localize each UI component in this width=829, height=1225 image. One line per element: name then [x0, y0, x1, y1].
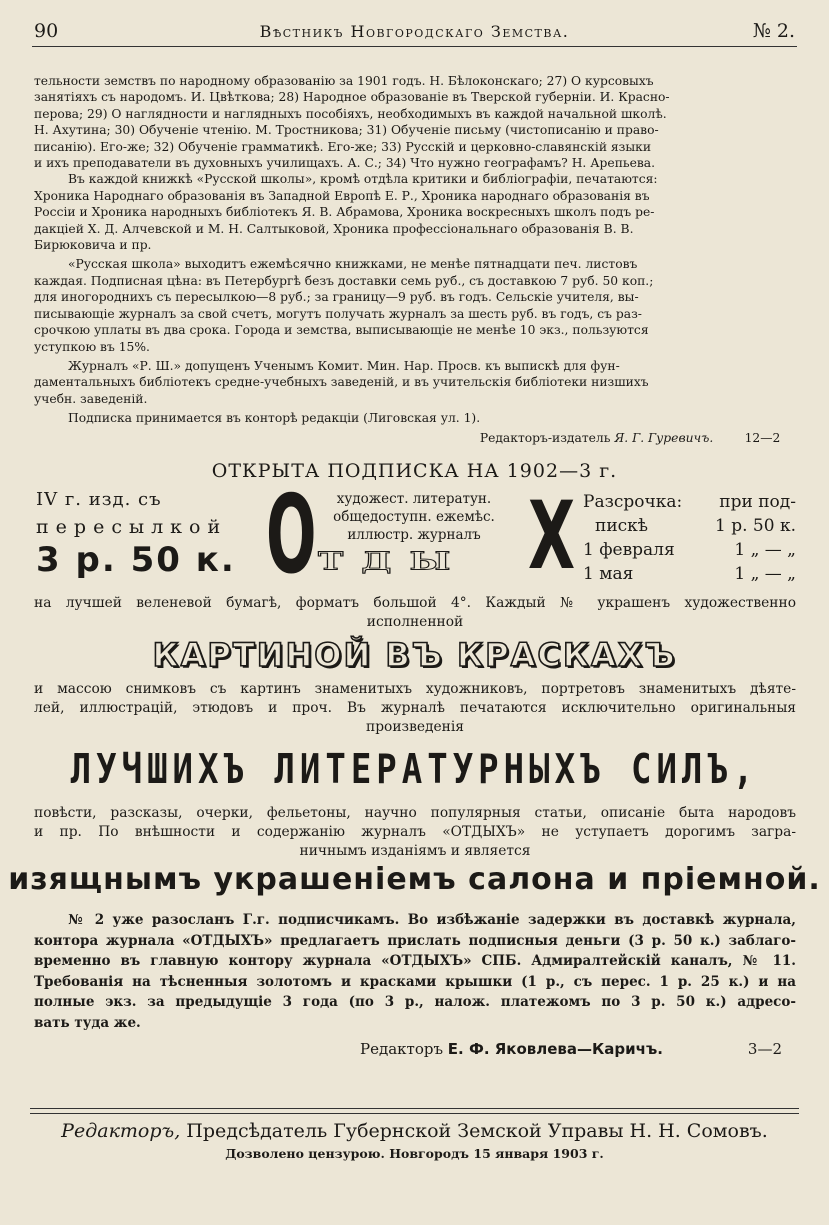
ad-luchshikh: ЛУЧШИХЪ ЛИТЕРАТУРНЫХЪ СИЛЪ, — [70, 746, 759, 794]
text-line: и ихъ преподаватели въ духовныхъ училищахъ. А. С.; 34) Что нужно географамъ? Н. Арепьева. — [34, 156, 656, 171]
installment-value: 1 р. 50 к. — [715, 516, 796, 536]
ad-editor-line — [360, 1040, 796, 1058]
ad-kartinoy: КАРТИНОЙ ВЪ КРАСКАХЪ — [152, 636, 677, 674]
installment-row — [583, 490, 796, 514]
text-line: уступкою въ 15%. — [34, 339, 150, 354]
text-line: Подписка принимается въ конторѣ редакціи (Лиговская ул. 1). — [68, 411, 481, 426]
footer-editor-text: Предсѣдатель Губернской Земской Управы Н. Н. Сомовъ. — [186, 1120, 768, 1142]
notice-line: вать туда же. — [34, 1014, 141, 1031]
footer-rule — [30, 1108, 799, 1114]
ad-line: ничнымъ изданіямъ и является — [299, 843, 531, 859]
text-line: учебн. заведеній. — [34, 391, 148, 406]
text-line: писывающіе журналъ за свой счетъ, могутъ получать журналъ за шесть руб. въ годъ, съ раз- — [34, 306, 642, 321]
text-line: даментальныхъ библіотекъ средне-учебныхъ заведеній, и въ учительскія библіотеки низшихъ — [34, 375, 649, 390]
installments-block — [583, 490, 796, 586]
text-line: перова; 29) О наглядности и наглядныхъ пособіяхъ, необходимыхъ въ каждой начальной школѣ. — [34, 106, 667, 121]
page-header — [32, 18, 797, 47]
ad-line: и массою снимковъ съ картинъ знаменитыхъ художниковъ, портретовъ знаменитыхъ дѣяте- — [34, 681, 796, 697]
installment-value: 1 „ — „ — [734, 564, 796, 584]
installment-row — [583, 514, 796, 538]
journal-title-letters: ТДЫ — [318, 548, 469, 576]
ad-line: лей, иллюстрацій, этюдовъ и проч. Въ журналѣ печатаются исключительно оригинальныя — [34, 700, 796, 716]
text-line: Въ каждой книжкѣ «Русской школы», кромѣ отдѣла критики и библіографіи, печатаются: — [68, 172, 658, 187]
ad-left-line: IV г. изд. съ — [36, 489, 162, 510]
text-line: занятіяхъ съ народомъ. И. Цвѣткова; 28) Народное образованіе въ Тверской губерніи. И. Красно- — [34, 90, 670, 105]
ad-notice — [34, 910, 796, 1033]
ad-line: повѣсти, разсказы, очерки, фельетоны, научно популярныя статьи, описаніе быта народовъ — [34, 805, 796, 821]
ad-line: на лучшей веленевой бумагѣ, форматъ большой 4°. Каждый № украшенъ художественно — [34, 595, 796, 611]
notice-line: временно въ главную контору журнала «ОТДЫХЪ» СПБ. Адмиралтейскій каналъ, № 11. — [34, 953, 796, 969]
ad-mid-line: общедоступн. ежемѣс. — [333, 509, 495, 525]
installment-row — [583, 538, 796, 562]
notice-line: № 2 уже разосланъ Г.г. подписчикамъ. Во избѣжаніе задержки въ доставкѣ журнала, — [68, 912, 796, 928]
ad-izyas: изящнымъ украшеніемъ салона и пріемной. — [8, 862, 821, 897]
ad-mid-block — [314, 490, 514, 544]
installment-value: при под- — [719, 492, 796, 512]
ad-editor-label: Редакторъ — [360, 1040, 443, 1058]
installment-value: 1 „ — „ — [734, 540, 796, 560]
text-line: для иногороднихъ съ пересылкою—8 руб.; за границу—9 руб. въ годъ. Сельскіе учителя, вы- — [34, 290, 639, 305]
notice-line: Требованія на тѣсненныя золотомъ и красками крышки (1 р., съ перес. 1 р. 25 к.) и на — [34, 973, 796, 990]
notice-line: контора журнала «ОТДЫХЪ» предлагаетъ прислать подписныя деньги (3 р. 50 к.) заблаго- — [34, 932, 796, 949]
text-line: срочкою уплаты въ два срока. Города и земства, выписывающіе не менѣе 10 экз., пользуются — [34, 323, 649, 338]
text-line: «Русская школа» выходитъ ежемѣсячно книжками, не менѣе пятнадцати печ. листовъ — [68, 257, 638, 272]
editor-line — [34, 430, 796, 446]
issue-number: № 2. — [752, 20, 795, 42]
ad-left-line: пересылкой — [36, 516, 228, 538]
ad-editor-code: 3—2 — [747, 1040, 782, 1058]
journal-title: Вѣстникъ Новгородскаго Земства. — [259, 22, 570, 41]
text-line: Бирюковича и пр. — [34, 238, 152, 253]
ad-body-2 — [34, 680, 796, 737]
editor-name: Я. Г. Гуревичъ. — [614, 430, 714, 445]
text-line: каждая. Подписная цѣна: въ Петербургѣ безъ доставки семь руб., съ доставкою 7 руб. 50 коп.; — [34, 273, 654, 288]
ad-editor-name: Е. Ф. Яковлева—Каричъ. — [447, 1040, 663, 1058]
ad-price: 3 р. 50 к. — [36, 540, 236, 580]
editor-code: 12—2 — [744, 430, 781, 445]
text-line: Журналъ «Р. Ш.» допущенъ Ученымъ Комит. Мин. Нар. Просв. къ выпискѣ для фун- — [68, 358, 620, 373]
footer-censor: Дозволено цензурою. Новгородъ 15 января 1903 г. — [225, 1146, 604, 1161]
installment-label: Разсрочка: — [583, 492, 683, 512]
page-number: 90 — [34, 20, 59, 42]
ad-mid-line: иллюстр. журналъ — [347, 527, 481, 543]
top-text-block — [34, 73, 796, 446]
footer-editor — [0, 1120, 829, 1142]
footer-editor-label: Редакторъ, — [61, 1120, 181, 1142]
text-line: тельности земствъ по народному образованію за 1901 годъ. Н. Бѣлоконскаго; 27) О курсовыхъ — [34, 74, 654, 88]
ad-body-1 — [34, 594, 796, 632]
installment-label: пискѣ — [595, 516, 649, 536]
ad-line: и пр. По внѣшности и содержанію журналъ «ОТДЫХЪ» не уступаетъ дорогимъ загра- — [34, 824, 796, 840]
text-line: писанію). Его-же; 32) Обученіе грамматикѣ. Его-же; 33) Русскій и церковно-славянскій языки — [34, 139, 652, 154]
installment-label: 1 февраля — [583, 540, 675, 560]
ad-headline: ОТКРЫТА ПОДПИСКА НА 1902—3 г. — [211, 460, 618, 482]
ad-line: произведенія — [366, 719, 464, 735]
ad-mid-line: художест. литератун. — [336, 491, 492, 507]
ad-left-block — [36, 488, 246, 580]
notice-line: полные экз. за предыдущіе 3 года (по 3 р., налож. платежомъ по 3 р. 50 к.) адресо- — [34, 994, 796, 1010]
ad-body-3 — [34, 804, 796, 861]
text-line: дакціей Х. Д. Алчевской и М. Н. Салтыковой, Хроника профессіональнаго образованія В. В. — [34, 221, 634, 236]
big-letter-o: О — [266, 473, 317, 598]
ad-line: исполненной — [366, 614, 464, 630]
installment-row — [583, 562, 796, 586]
installment-label: 1 мая — [583, 564, 634, 584]
text-line: Н. Ахутина; 30) Обученіе чтенію. М. Тростникова; 31) Обученіе письму (чистописанію и право- — [34, 123, 659, 138]
big-letter-x: Х — [528, 482, 576, 591]
text-line: Россіи и Хроника народныхъ библіотекъ Я. В. Абрамова, Хроника воскресныхъ школъ подъ ре- — [34, 205, 655, 220]
text-line: Хроника Народнаго образованія въ Западной Европѣ Е. Р., Хроника народнаго образованія въ — [34, 188, 650, 203]
editor-label: Редакторъ-издатель — [479, 430, 611, 445]
